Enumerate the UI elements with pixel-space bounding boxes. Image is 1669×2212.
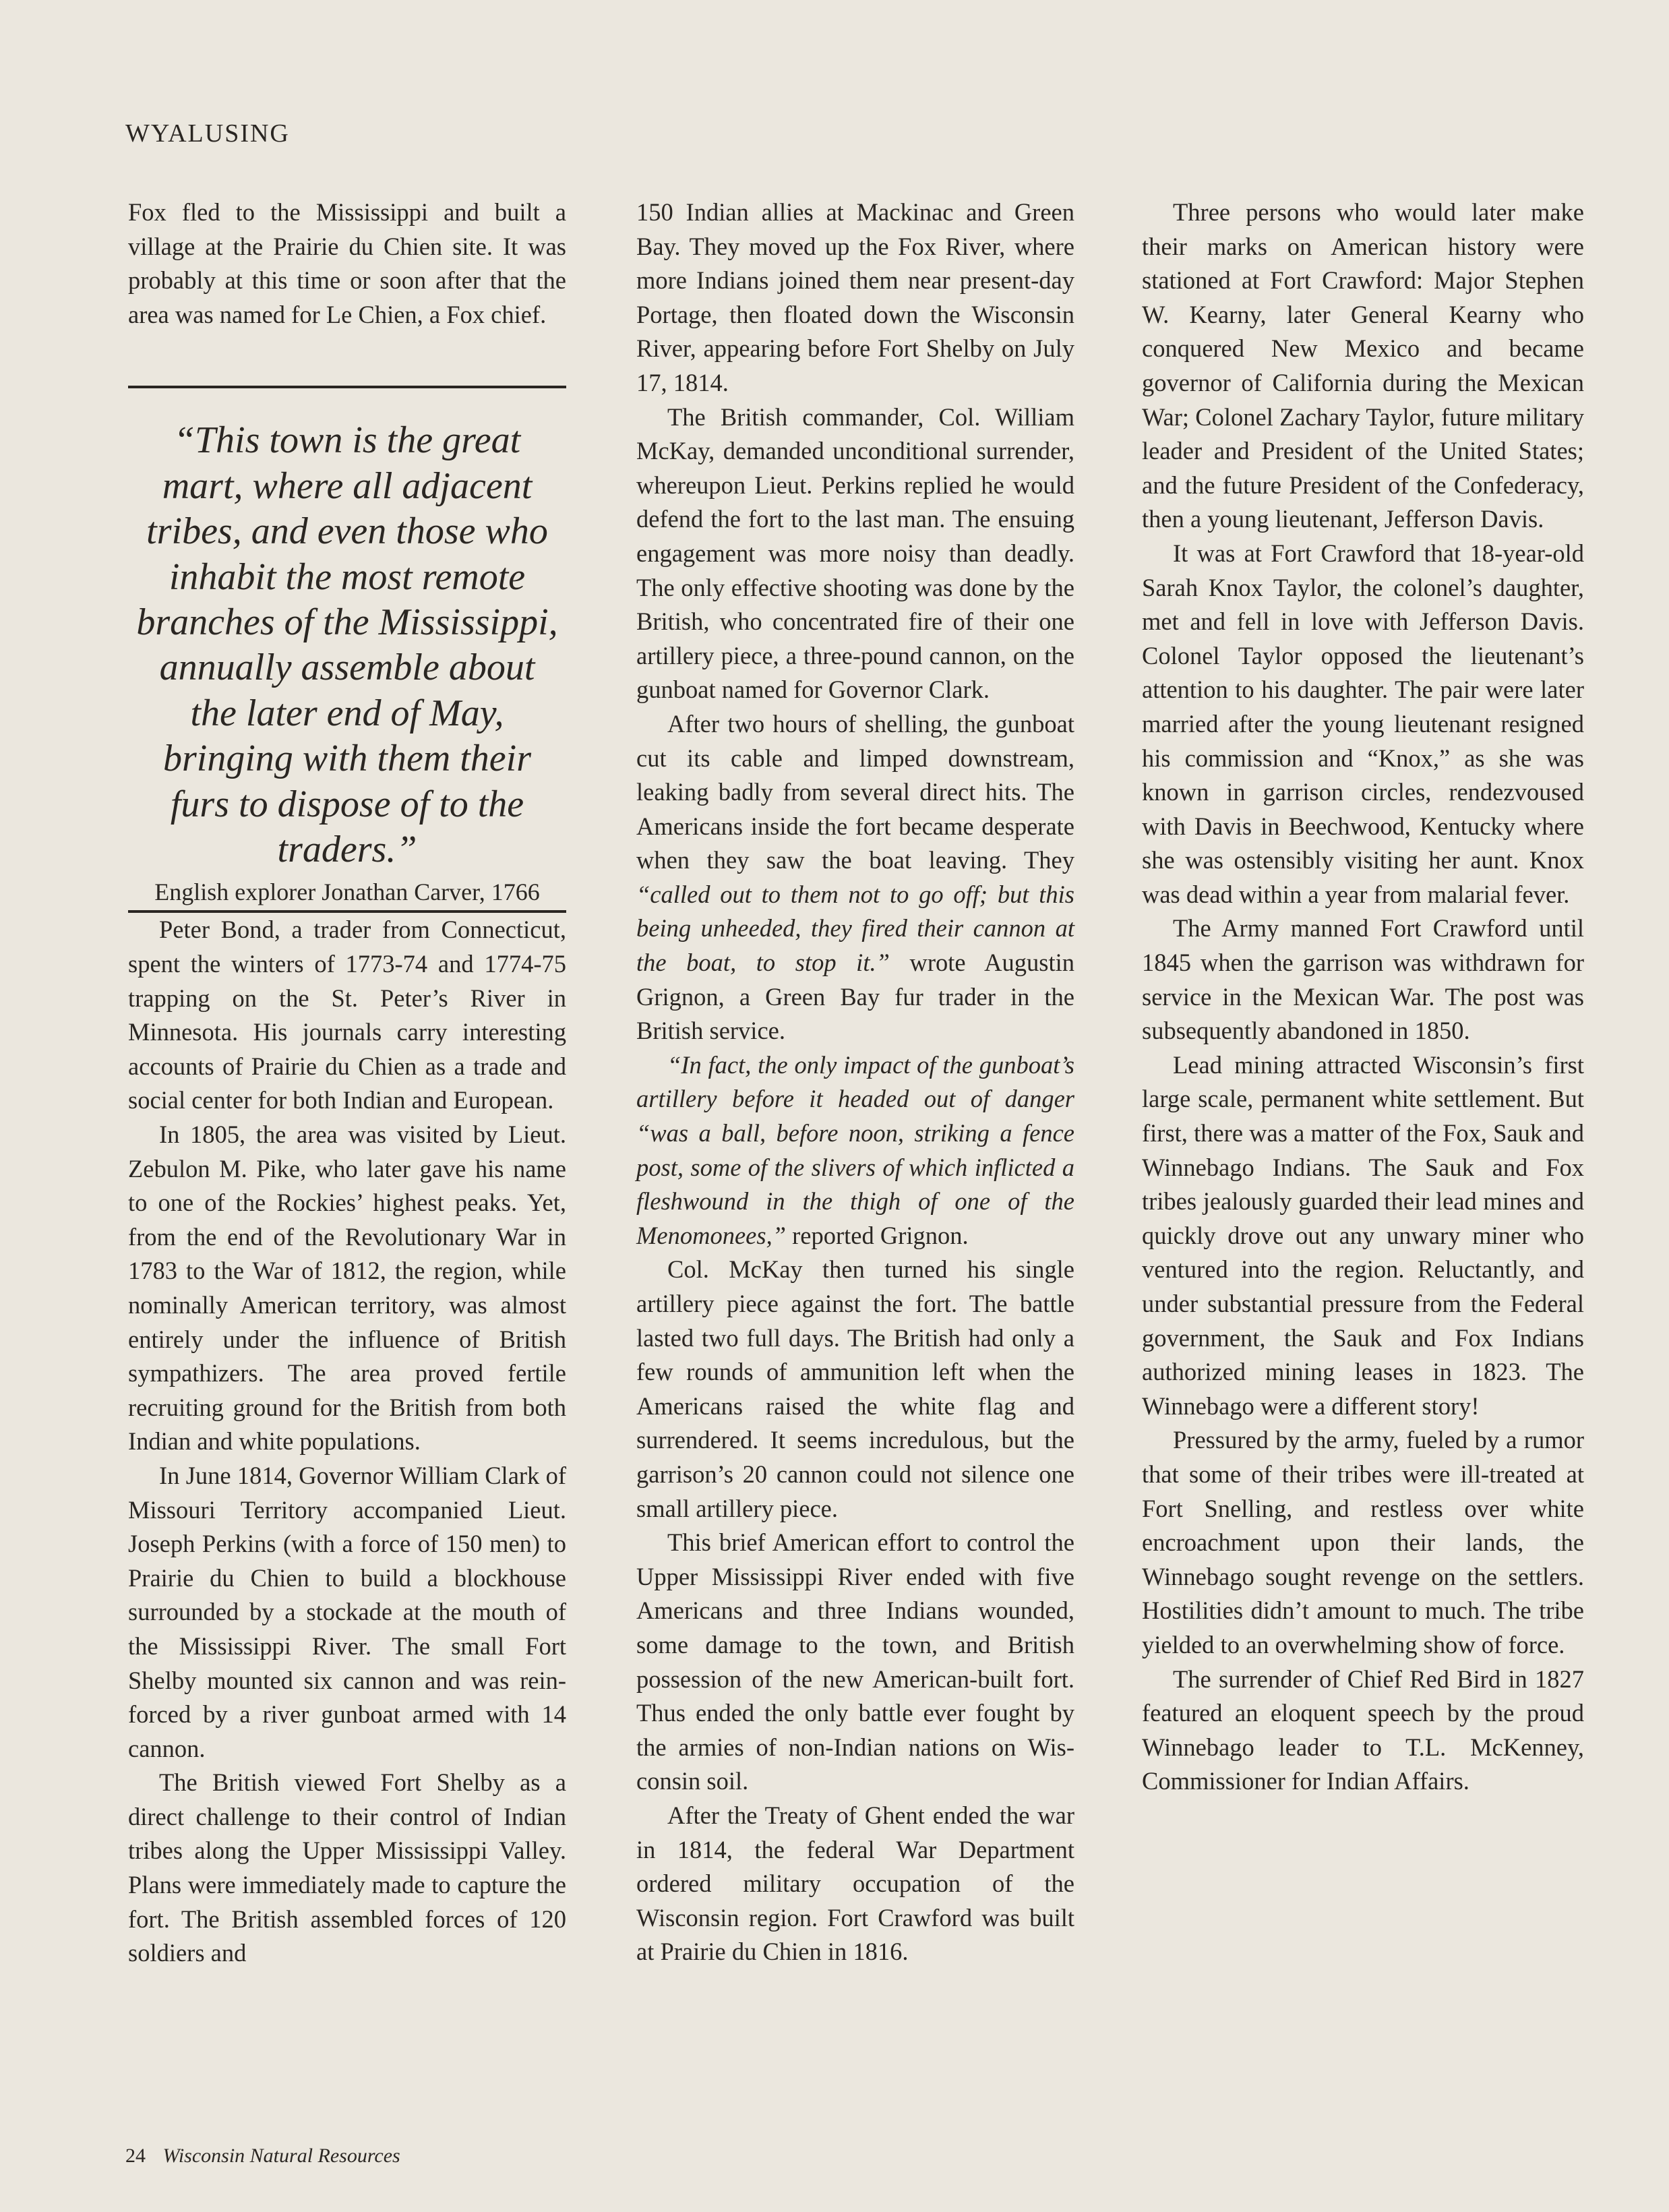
paragraph: After the Treaty of Ghent ended the war in 1814, the federal War Department ordered military occupation of the Wisconsin region. Fort Crawford was built at Prairie du Chien in 1816. [636,1801,1074,1966]
pull-quote-top-rule [128,386,566,388]
paragraph-intro: Fox fled to the Mississippi and built a village at the Prairie du Chien site. It was probably at this time or soon after that the area was named for Le Chien, a Fox chief. [128,198,566,328]
article-column-3 [1142,196,1584,1799]
paragraph: The Army manned Fort Crawford until 1845 when the garrison was withdrawn for service in the Mexican War. The post was subsequently abandoned in 1850. [1142,914,1584,1045]
paragraph: Three persons who would later make their marks on American history were stationed at Fort Crawford: Major Stephen W. Kearny, later General Kearny who conquered New Mexico and became governor of California during the Mexican War; Colonel Zachary Taylor, future military leader and President of the United States; and the future President of the Confederacy, then a young lieutenant, Jefferson Davis. [1142,198,1584,533]
text-span: After two hours of shelling, the gunboat cut its cable and limped downstream, leaking badly from several direct hits. The Americans inside the fort became desperate when they saw the boat leaving. They [636,709,1074,874]
page-footer [125,2145,400,2168]
paragraph-with-quote [636,707,1074,1048]
paragraph: The surrender of Chief Red Bird in 1827 featured an eloquent speech by the proud Winnebago leader to T.L. McKenney, Commissioner for Indian Affairs. [1142,1665,1584,1795]
section-header: WYALUSING [125,119,290,148]
page-number: 24 [125,2145,146,2167]
article-column-2 [636,196,1074,1969]
paragraph: Pressured by the army, fueled by a rumor that some of their tribes were ill-treated at Fort Snelling, and restless over white encroachment upon their lands, the Winnebago sought revenge on the settlers. Hostilities didn’t amount to much. The tribe yielded to an overwhelming show of force. [1142,1426,1584,1658]
paragraph: The British viewed Fort Shelby as a direct challenge to their control of Indian tribes along the Upper Mississippi Valley. Plans were immediately made to capture the fort. The British assembled forces of 120 soldiers and [128,1768,566,1967]
magazine-name: Wisconsin Natural Resources [162,2145,400,2167]
paragraph: Col. McKay then turned his single artillery piece against the fort. The battle lasted two full days. The British had only a few rounds of ammunition left when the Americans raised the white flag and surrendered. It seems incredulous, but the garrison’s 20 cannon could not silence one small artillery piece. [636,1255,1074,1522]
paragraph-with-quote [636,1048,1074,1253]
paragraph: It was at Fort Crawford that 18-year-old Sarah Knox Taylor, the colonel’s daughter, met and fell in love with Jefferson Davis. Colonel Taylor opposed the lieutenant’s attention to his daughter. The pair were later married after the young lieutenant resigned his commission and “Knox,” as she was known in garrison circles, rendezvoused with Davis in Beechwood, Kentucky where she was ostensibly visiting her aunt. Knox was dead within a year from malarial fever. [1142,539,1584,908]
pull-quote [128,386,566,913]
pull-quote-text: “This town is the great mart, where all adjacent tribes, and even those who inhabit the most remote branches of the Mississippi, annually assemble about the later end of May, bringing with them their furs to dispose of to the traders.” [136,419,558,871]
paragraph: Peter Bond, a trader from Connecticut, spent the winters of 1773-74 and 1774-75 trapping on the St. Peter’s River in Minnesota. His journals carry interesting accounts of Prairie du Chien as a trade and social center for both Indian and European. [128,916,566,1114]
article-column-1 [128,196,566,1971]
paragraph: The British commander, Col. William McKay, demanded unconditional surrender, whereupon Lieut. Perkins replied he would defend the fort to the last man. The ensuing engagement was more noisy than deadly. The only effective shooting was done by the British, who concentrated fire of their one artillery piece, a three-pound cannon, on the gunboat named for Governor Clark. [636,402,1074,704]
paragraph: Lead mining attracted Wisconsin’s first large scale, permanent white settlement. But first, there was a matter of the Fox, Sauk and Winnebago Indians. The Sauk and Fox tribes jealously guarded their lead mines and quickly drove out any unwary miner who ventured into the region. Reluctantly, and under substantial pressure from the Federal government, the Sauk and Fox Indians authorized mining leases in 1823. The Winnebago were a different story! [1142,1050,1584,1420]
pull-quote-attribution: English explorer Jonathan Carver, 1766 [154,878,540,906]
paragraph: In June 1814, Governor William Clark of Missouri Territory accompanied Lieut. Joseph Perkins (with a force of 150 men) to Prairie du Chien to build a blockhouse surrounded by a stockade at the mouth of the Mississippi River. The small Fort Shelby mounted six cannon and was reinforced by a river gunboat armed with 14 cannon. [128,1461,566,1762]
text-span: wrote Augustin Grignon, a Green Bay fur trader in the British service. [636,949,1074,1045]
quoted-text: “In fact, the only impact of the gunboat’s artillery before it headed out of danger “was a ball, before noon, striking a fence post, some of the slivers of which inflicted a fleshwound in the thigh of one of the Menomonees,” [636,1050,1074,1249]
paragraph: 150 Indian allies at Mackinac and Green Bay. They moved up the Fox River, where more Indians joined them near present-day Portage, then floated down the Wisconsin River, appearing before Fort Shelby on July 17, 1814. [636,198,1074,396]
paragraph: In 1805, the area was visited by Lieut. Zebulon M. Pike, who later gave his name to one of the Rockies’ highest peaks. Yet, from the end of the Revolutionary War in 1783 to the War of 1812, the region, while nominally American territory, was almost entirely under the influence of British sympathizers. The area proved fertile recruiting ground for the British from both Indian and white populations. [128,1120,566,1456]
text-span: reported Grignon. [786,1221,969,1249]
quoted-text: “called out to them not to go off; but this being unheeded, they fired their cannon at the boat, to stop it.” [636,880,1074,977]
paragraph: This brief American effort to control the Upper Mississippi River ended with five Americans and three Indians wounded, some damage to the town, and British possession of the new American-built fort. Thus ended the only battle ever fought by the armies of non-Indian nations on Wisconsin soil. [636,1528,1074,1795]
